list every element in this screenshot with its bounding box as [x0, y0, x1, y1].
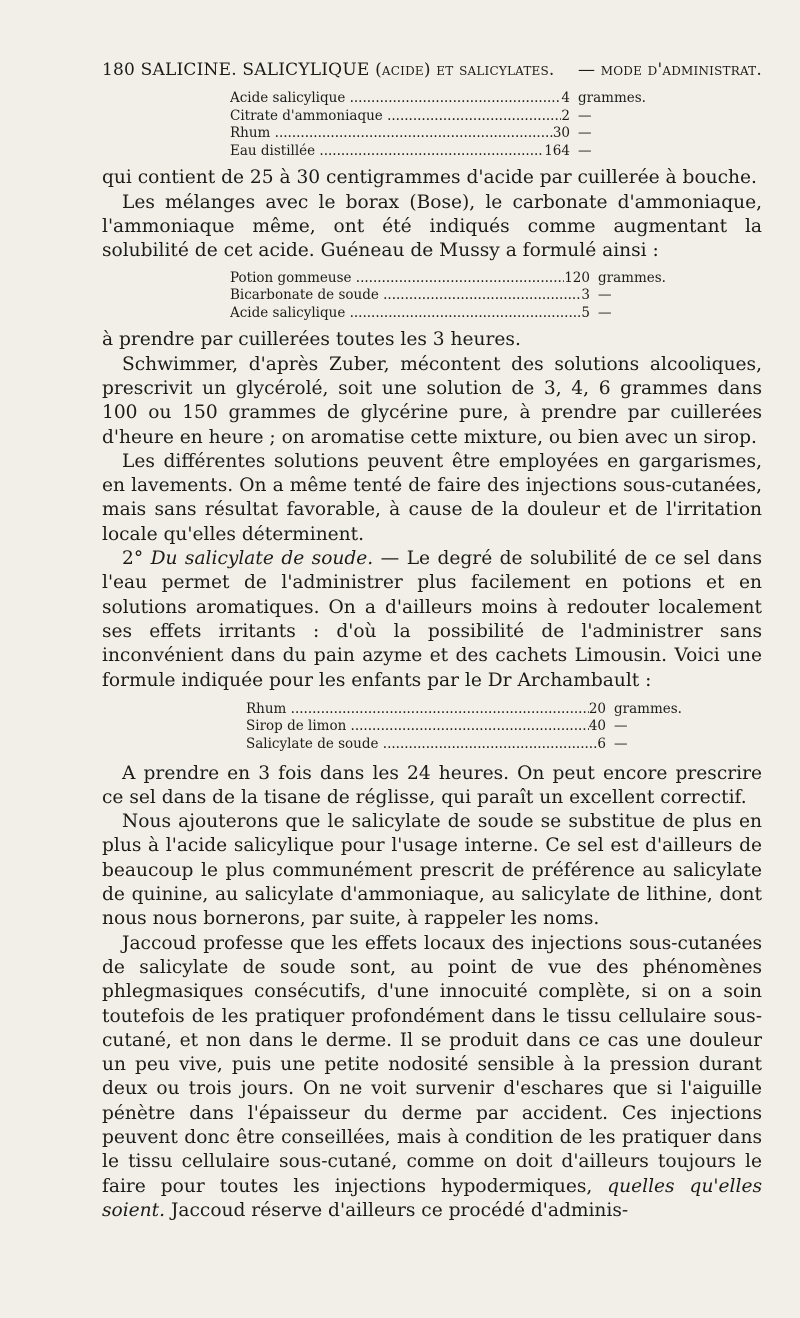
ingredient-name: Potion gommeuse ..... [230, 270, 564, 288]
ingredient-qty: 30 [552, 125, 570, 142]
formula-row [246, 718, 686, 736]
paragraph: à prendre par cuillerées toutes les 3 heures. [102, 329, 521, 351]
paragraph: Schwimmer, d'après Zuber, mécontent des solutions alcooliques, prescrivit un glycérolé, soit une solution de 3, 4, 6 grammes dans 100 ou 150 grammes de glycérine pure, à prendre par cuillerées d'heure en heure ; on aromatise cette mixture, ou bien avec un sirop. [102, 353, 762, 448]
ingredient-qty: 5 [581, 304, 590, 321]
section-text: — Le degré de solubilité de ce sel dans l'eau permet de l'administrer plus facilement en potions et en solutions aromatiques. On a d'ailleurs moins à redouter localement ses effets irritants : d'où la possibilité de l'administrer sans inconvénient dans du pain azyme et des cachets Limousin. Voici une formule indiquée pour les enfants par le Dr Archambault : [102, 548, 762, 691]
formula-row [230, 287, 670, 305]
ingredient-qty: 120 [564, 269, 590, 286]
ingredient-name: Bicarbonate de soude ..... [230, 287, 581, 305]
ingredient-unit: — [578, 142, 592, 159]
ingredient-qty: 40 [588, 718, 606, 735]
page-number: 180 [102, 60, 136, 80]
ingredient-unit: — [614, 718, 628, 735]
ingredient-qty: 3 [581, 287, 590, 304]
ingredient-name: Eau distillée ..... [230, 143, 544, 161]
ingredient-qty: 164 [544, 142, 570, 159]
header-title-right: — mode d'administrat. [577, 60, 762, 80]
paragraph: Nous ajouterons que le salicylate de soude se substitue de plus en plus à l'acide salicylique pour l'usage interne. Ce sel est d'ailleurs de beaucoup le plus communément prescrit de préférence au salicylate de quinine, au salicylate d'ammoniaque, au salicylate de lithine, dont nous nous bornerons, par suite, à rappeler les noms. [102, 811, 762, 930]
formula-row [230, 125, 650, 143]
paragraph: qui contient de 25 à 30 centigrammes d'acide par cuillerée à bouche. [102, 167, 757, 189]
section-paragraph [102, 547, 762, 693]
ingredient-unit: grammes. [598, 269, 666, 286]
paragraph-tail: Jaccoud réserve d'ailleurs ce procédé d'adminis- [165, 1199, 629, 1221]
paragraph: Les mélanges avec le borax (Bose), le carbonate d'ammoniaque, l'ammoniaque même, ont été indiqués comme augmentant la solubilité de cet acide. Guéneau de Mussy a formulé ainsi : [102, 191, 762, 262]
section-title: Du salicylate de soude. [150, 548, 374, 570]
formula-row [230, 108, 650, 126]
ingredient-name: Acide salicylique ..... [230, 90, 561, 108]
book-page [102, 60, 762, 1223]
header-title [102, 60, 555, 80]
ingredient-name: Rhum ..... [246, 701, 589, 719]
ingredient-qty: 20 [588, 700, 606, 717]
header-title-paren: (acide) et salicylates. [375, 60, 555, 80]
ingredient-unit: — [578, 125, 592, 142]
ingredient-unit: — [598, 304, 612, 321]
ingredient-name: Salicylate de soude ..... [246, 736, 597, 754]
ingredient-unit: grammes. [578, 90, 646, 106]
ingredient-qty: 4 [561, 90, 570, 106]
formula-potion-gommeuse [230, 270, 670, 323]
ingredient-unit: grammes. [614, 700, 682, 717]
section-number: 2° [122, 548, 144, 570]
formula-row [246, 736, 686, 754]
formula-row [246, 701, 686, 719]
paragraph: Les différentes solutions peuvent être employées en gargarismes, en lavements. On a même tenté de faire des injections sous-cutanées, mais sans résultat favorable, à cause de la douleur et de l'irritation locale qu'elles déterminent. [102, 450, 762, 545]
ingredient-qty: 6 [597, 735, 606, 752]
formula-row [230, 143, 650, 161]
ingredient-unit: — [614, 735, 628, 752]
ingredient-unit: — [578, 107, 592, 124]
formula-row [230, 305, 670, 323]
formula-row [230, 270, 670, 288]
italic-phrase: quelles qu'elles soient. [102, 1175, 762, 1221]
header-title-left: SALICINE. SALICYLIQUE [140, 60, 370, 80]
ingredient-name: Acide salicylique ..... [230, 305, 581, 323]
ingredient-name: Citrate d'ammoniaque ..... [230, 108, 561, 126]
formula-archambault [246, 701, 686, 754]
ingredient-name: Rhum ..... [230, 125, 553, 143]
paragraph [102, 932, 762, 1224]
paragraph-text: Jaccoud professe que les effets locaux des injections sous-cutanées de salicylate de soude sont, au point de vue des phénomènes phlegmasiques consécutifs, d'une innocuité complète, si on a soin toutefois de les pratiquer profondément dans le tissu cellulaire sous-cutané, et non dans le derme. Il se produit dans ce cas une douleur un peu vive, puis une petite nodosité sensible à la pression durant deux ou trois jours. On ne voit survenir d'eschares que si l'aiguille pénètre dans l'épaisseur du derme par accident. Ces injections peuvent donc être conseillées, mais à condition de les pratiquer dans le tissu cellulaire sous-cutané, comme on doit d'ailleurs toujours le faire pour toutes les injections hypodermiques, [102, 932, 762, 1197]
running-header [102, 60, 762, 80]
ingredient-unit: — [598, 287, 612, 304]
formula-row [230, 90, 650, 108]
formula-acide-salicylique [230, 90, 650, 160]
ingredient-name: Sirop de limon ..... [246, 718, 589, 736]
paragraph: A prendre en 3 fois dans les 24 heures. On peut encore prescrire ce sel dans de la tisane de réglisse, qui paraît un excellent correctif. [102, 762, 762, 808]
ingredient-qty: 2 [561, 107, 570, 124]
